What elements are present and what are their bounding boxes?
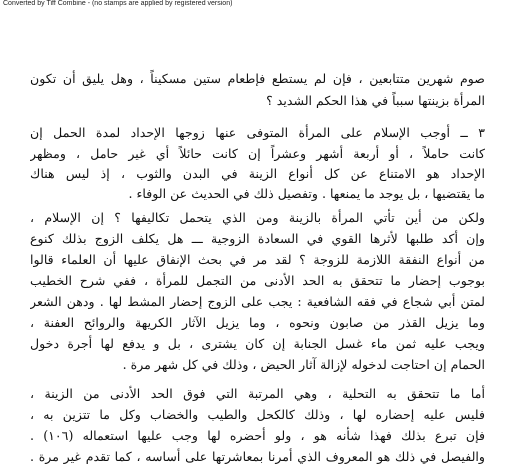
text-line: الحمام إن احتاجت لدخوله لإزالة آثار الحيض ، وذلك في كل شهر مرة . bbox=[122, 357, 485, 372]
converter-note: Converted by Tiff Combine - (no stamps are applied by registered version) bbox=[3, 0, 233, 7]
text-line: ويجب عليه ثمن ماء غسل الجنابة إن كان يشترى ، بل و يدفع لها أجرة دخول bbox=[30, 336, 485, 351]
text-line: وإن أكد طلبها لأثرها القوي في السعادة الزوجية ـــ هل يكلف الزوج بذلك كنوع bbox=[30, 231, 485, 246]
text-line: والفيصل في ذلك هو المعروف الذي أمرنا بمعاشرتها على أساسه ، كما تقدم غير مرة . bbox=[30, 449, 485, 464]
text-line: كانت حاملاً ، أو أربعة أشهر وعشراً إن كانت حائلاً أي غير حامل ، ومظهر bbox=[30, 146, 485, 161]
text-line: ما يقتضيها ، بل يوجد ما يمنعها . وتفصيل ذلك في الحديث عن الوفاء . bbox=[128, 186, 485, 201]
text-line: فليس عليه إحضاره لها ، وذلك كالكحل والطيب والخضاب وكل ما تتزين به ، bbox=[30, 407, 485, 422]
text-line: وما يزيل القذر من صابون ونحوه ، وما يزيل الآثار الكريهة والروائح العفنة ، bbox=[30, 315, 485, 330]
text-line: بوجوب إحضار ما تتحقق به الحد الأدنى من التجمل للمرأة ، ففي شرح الخطيب bbox=[30, 273, 485, 288]
text-line: أما ما تتحقق به التحلية ، وهي المرتبة التي فوق الحد الأدنى من الزينة ، bbox=[30, 386, 485, 401]
text-line: الإحداد هو الامتناع عن كل أنواع الزينة في البدن والثوب ، إذ ليس هناك bbox=[30, 166, 485, 181]
text-line: ولكن من أين تأتي المرأة بالزينة ومن الذي يتحمل تكاليفها ؟ إن الإسلام ، bbox=[30, 210, 485, 225]
text-line: المرأة بزينتها سبباً في هذا الحكم الشديد ؟ bbox=[266, 93, 485, 108]
text-line: لمتن أبي شجاع في فقه الشافعية : يجب على الزوج إحضار المشط لها . ودهن الشعر bbox=[30, 294, 485, 309]
text-line: صوم شهرين متتابعين ، فإن لم يستطع فإطعام ستين مسكيناً ، وهل يليق أن تكون bbox=[30, 71, 485, 86]
text-line: فإن تبرع بذلك فهذا شأنه هو ، ولو أحضره لها وجب عليها استعماله (١٠٦) . bbox=[30, 428, 485, 443]
text-line: من أنواع النفقة اللازمة للزوجة ؟ لقد مر في بحث الإنفاق عليها أن العلماء قالوا bbox=[30, 252, 485, 267]
text-line: ٣ ــ أوجب الإسلام على المرأة المتوفى عنها زوجها الإحداد لمدة الحمل إن bbox=[30, 125, 485, 140]
